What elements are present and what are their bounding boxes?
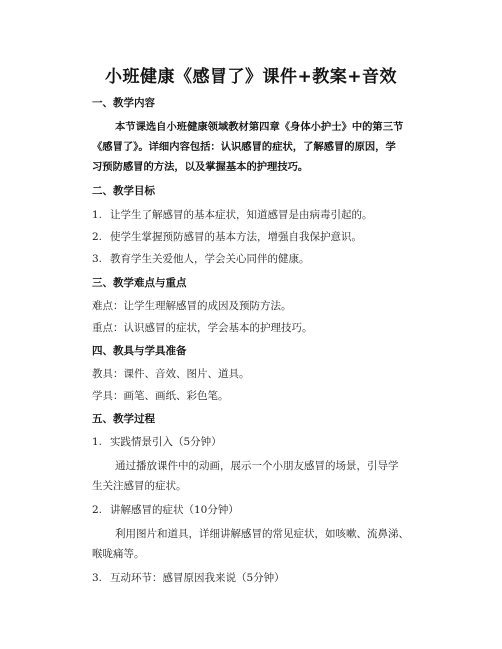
process-step	[92, 435, 222, 449]
goal-item	[92, 208, 373, 222]
content-paragraph-line-1: 本节课选自小班健康领域教材第四章《身体小护士》中的第三节	[115, 121, 404, 133]
teacher-materials-text: 教具：课件、音效、图片、道具。	[92, 368, 250, 380]
step-description-line: 喉咙痛等。	[92, 548, 145, 560]
focus-text: 重点：认识感冒的症状，学会基本的护理技巧。	[92, 322, 313, 334]
section-heading-goals: 二、教学目标	[92, 185, 155, 197]
section-heading-keypoints: 三、教学难点与重点	[92, 277, 187, 289]
list-number: 3.	[92, 253, 103, 265]
goal-text: 使学生掌握预防感冒的基本方法，增强自我保护意识。	[110, 231, 362, 243]
list-number: 1.	[92, 436, 103, 448]
difficulty-text: 难点：让学生理解感冒的成因及预防方法。	[92, 300, 292, 312]
step-description-line: 利用图片和道具，详细讲解感冒的常见症状，如咳嗽、流鼻涕、	[115, 528, 409, 540]
list-number: 3.	[92, 572, 103, 584]
goal-text: 教育学生关爱他人，学会关心同伴的健康。	[110, 253, 310, 265]
list-number: 1.	[92, 209, 103, 221]
step-title: 互动环节：感冒原因我来说（5分钟）	[110, 572, 285, 584]
document-title: 小班健康《感冒了》课件+教案+音效	[105, 67, 397, 87]
list-number: 2.	[92, 231, 103, 243]
step-description-line: 生关注感冒的症状。	[92, 480, 187, 492]
section-heading-materials: 四、教具与学具准备	[92, 345, 187, 357]
list-number: 2.	[92, 504, 103, 516]
process-step	[92, 503, 239, 517]
content-paragraph-line-3: 习预防感冒的方法，以及掌握基本的护理技巧。	[92, 161, 309, 173]
goal-item	[92, 230, 362, 244]
step-title: 讲解感冒的症状（10分钟）	[110, 504, 239, 516]
step-description-line: 通过播放课件中的动画，展示一个小朋友感冒的场景，引导学	[115, 460, 399, 472]
student-materials-text: 学具：画笔、画纸、彩色笔。	[92, 390, 229, 402]
goal-text: 让学生了解感冒的基本症状，知道感冒是由病毒引起的。	[110, 209, 373, 221]
section-heading-content: 一、教学内容	[92, 97, 155, 109]
step-title: 实践情景引入（5分钟）	[110, 436, 222, 448]
goal-item	[92, 252, 310, 266]
process-step	[92, 571, 285, 585]
content-paragraph-line-2: 《感冒了》。详细内容包括：认识感冒的症状，了解感冒的原因，学	[92, 141, 396, 153]
section-heading-process: 五、教学过程	[92, 413, 155, 425]
